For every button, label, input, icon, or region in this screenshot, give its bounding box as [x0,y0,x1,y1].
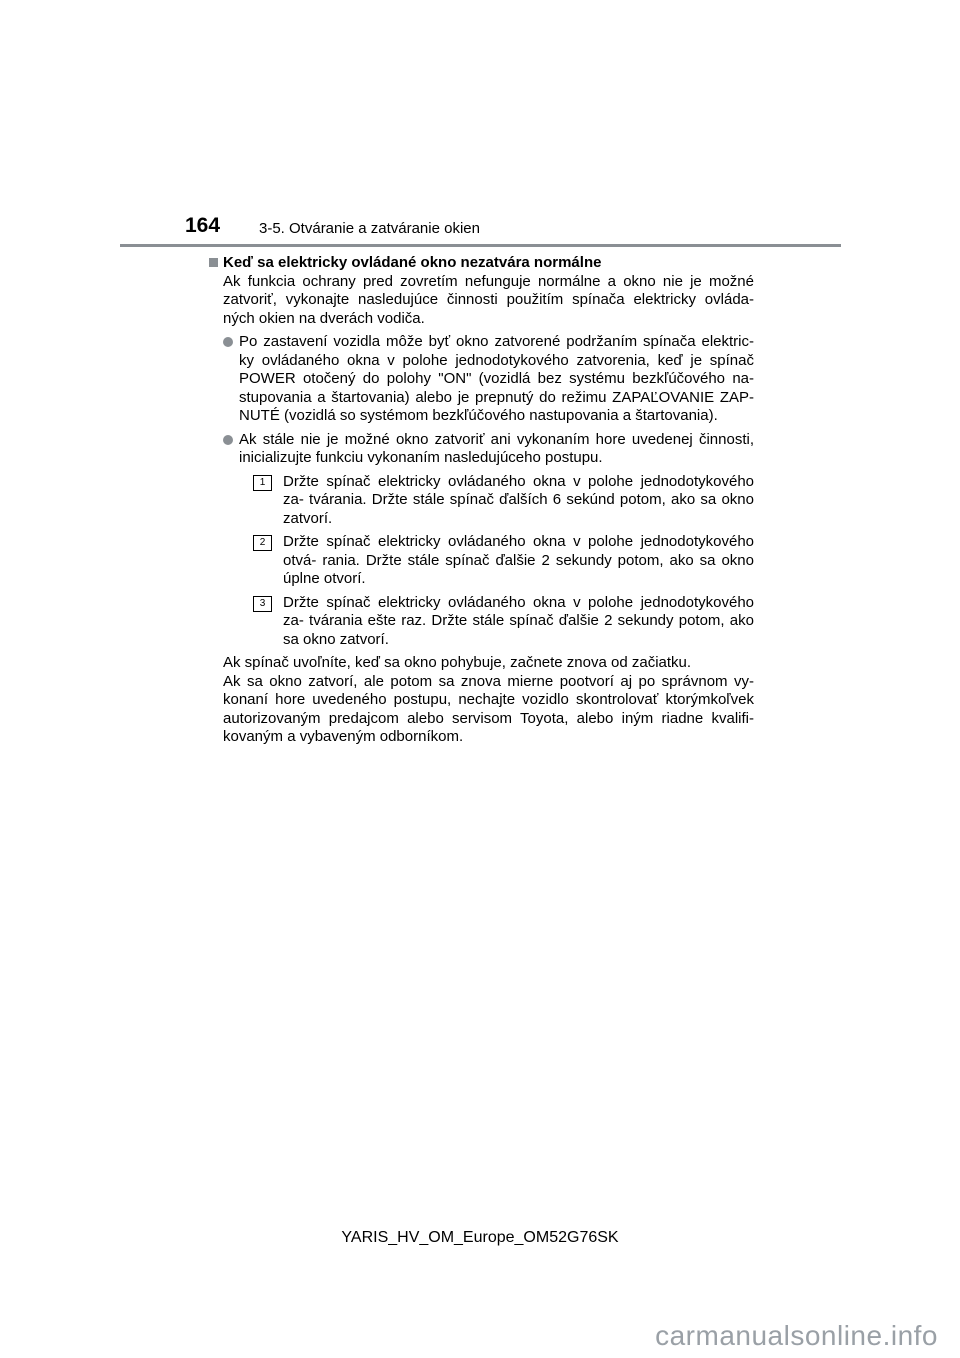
step-text: Držte spínač elektricky ovládaného okna v polohe jednodotykového otvá- rania. Držte stále spínač ďalšie 2 sekundy potom, ako sa okno úplne otvorí. [283,533,754,587]
closing-paragraph: Ak sa okno zatvorí, ale potom sa znova mierne pootvorí aj po správnom vy- konaní hore uvedeného postupu, nechajte vozidlo skontrolovať ktorýmkoľvek autorizovaným predajcom alebo servisom Toyota, alebo iným riadne kvalifi- kovaným a vybaveným odborníkom. [223,672,754,745]
closing-notes [209,654,754,747]
page-number: 164 [185,214,221,237]
section-title: 3-5. Otváranie a zatváranie okien [259,220,480,237]
bullet-item [223,333,754,426]
closing-paragraph: Ak spínač uvoľníte, keď sa okno pohybuje, začnete znova od začiatku. [223,654,692,671]
watermark-logo: carmanualsonline.info [655,1320,938,1351]
intro-paragraph: Ak funkcia ochrany pred zovretím nefunguje normálne a okno nie je možné zatvoriť, vykonajte nasledujúce činnosti použitím spínača elektricky ovláda- ných okien na dverách vodiča. [223,272,754,327]
step-item [253,533,754,589]
step-text: Držte spínač elektricky ovládaného okna v polohe jednodotykového za- tvárania. Držte stále spínač ďalších 6 sekúnd potom, ako sa okno zatvorí. [283,472,754,527]
header-divider [120,244,841,247]
subsection-heading [209,254,754,273]
bullet-text: Ak stále nie je možné okno zatvoriť ani vykonaním hore uvedenej činnosti, inicializujte funkciu vykonaním nasledujúceho postupu. [239,430,754,466]
step-item [253,594,754,650]
round-bullet-icon [223,337,233,347]
step-number-badge: 2 [253,535,272,551]
step-number-badge: 1 [253,475,272,491]
step-item [253,473,754,529]
step-number-badge: 3 [253,596,272,612]
document-code: YARIS_HV_OM_Europe_OM52G76SK [341,1229,619,1246]
bullet-item [223,431,754,468]
subsection-heading-text: Keď sa elektricky ovládané okno nezatvára normálne [223,254,602,271]
bullet-text: Po zastavení vozidla môže byť okno zatvorené podržaním spínača elektric- ky ovládaného okna v polohe jednodotykového zatvorenia, keď je spínač POWER otočený do polohy "ON" (vozidlá bez systému bezkľúčového na- stupovania a štartovania) alebo je prepnutý do režimu ZAPAĽOVANIE ZAP- NUTÉ (vozidlá so systémom bezkľúčového nastupovania a štartovania). [239,333,754,424]
round-bullet-icon [223,435,233,445]
page-content [209,254,754,747]
square-bullet-icon [209,258,218,267]
step-text: Držte spínač elektricky ovládaného okna v polohe jednodotykového za- tvárania ešte raz. Držte stále spínač ďalšie 2 sekundy potom, ako sa okno zatvorí. [283,593,754,648]
